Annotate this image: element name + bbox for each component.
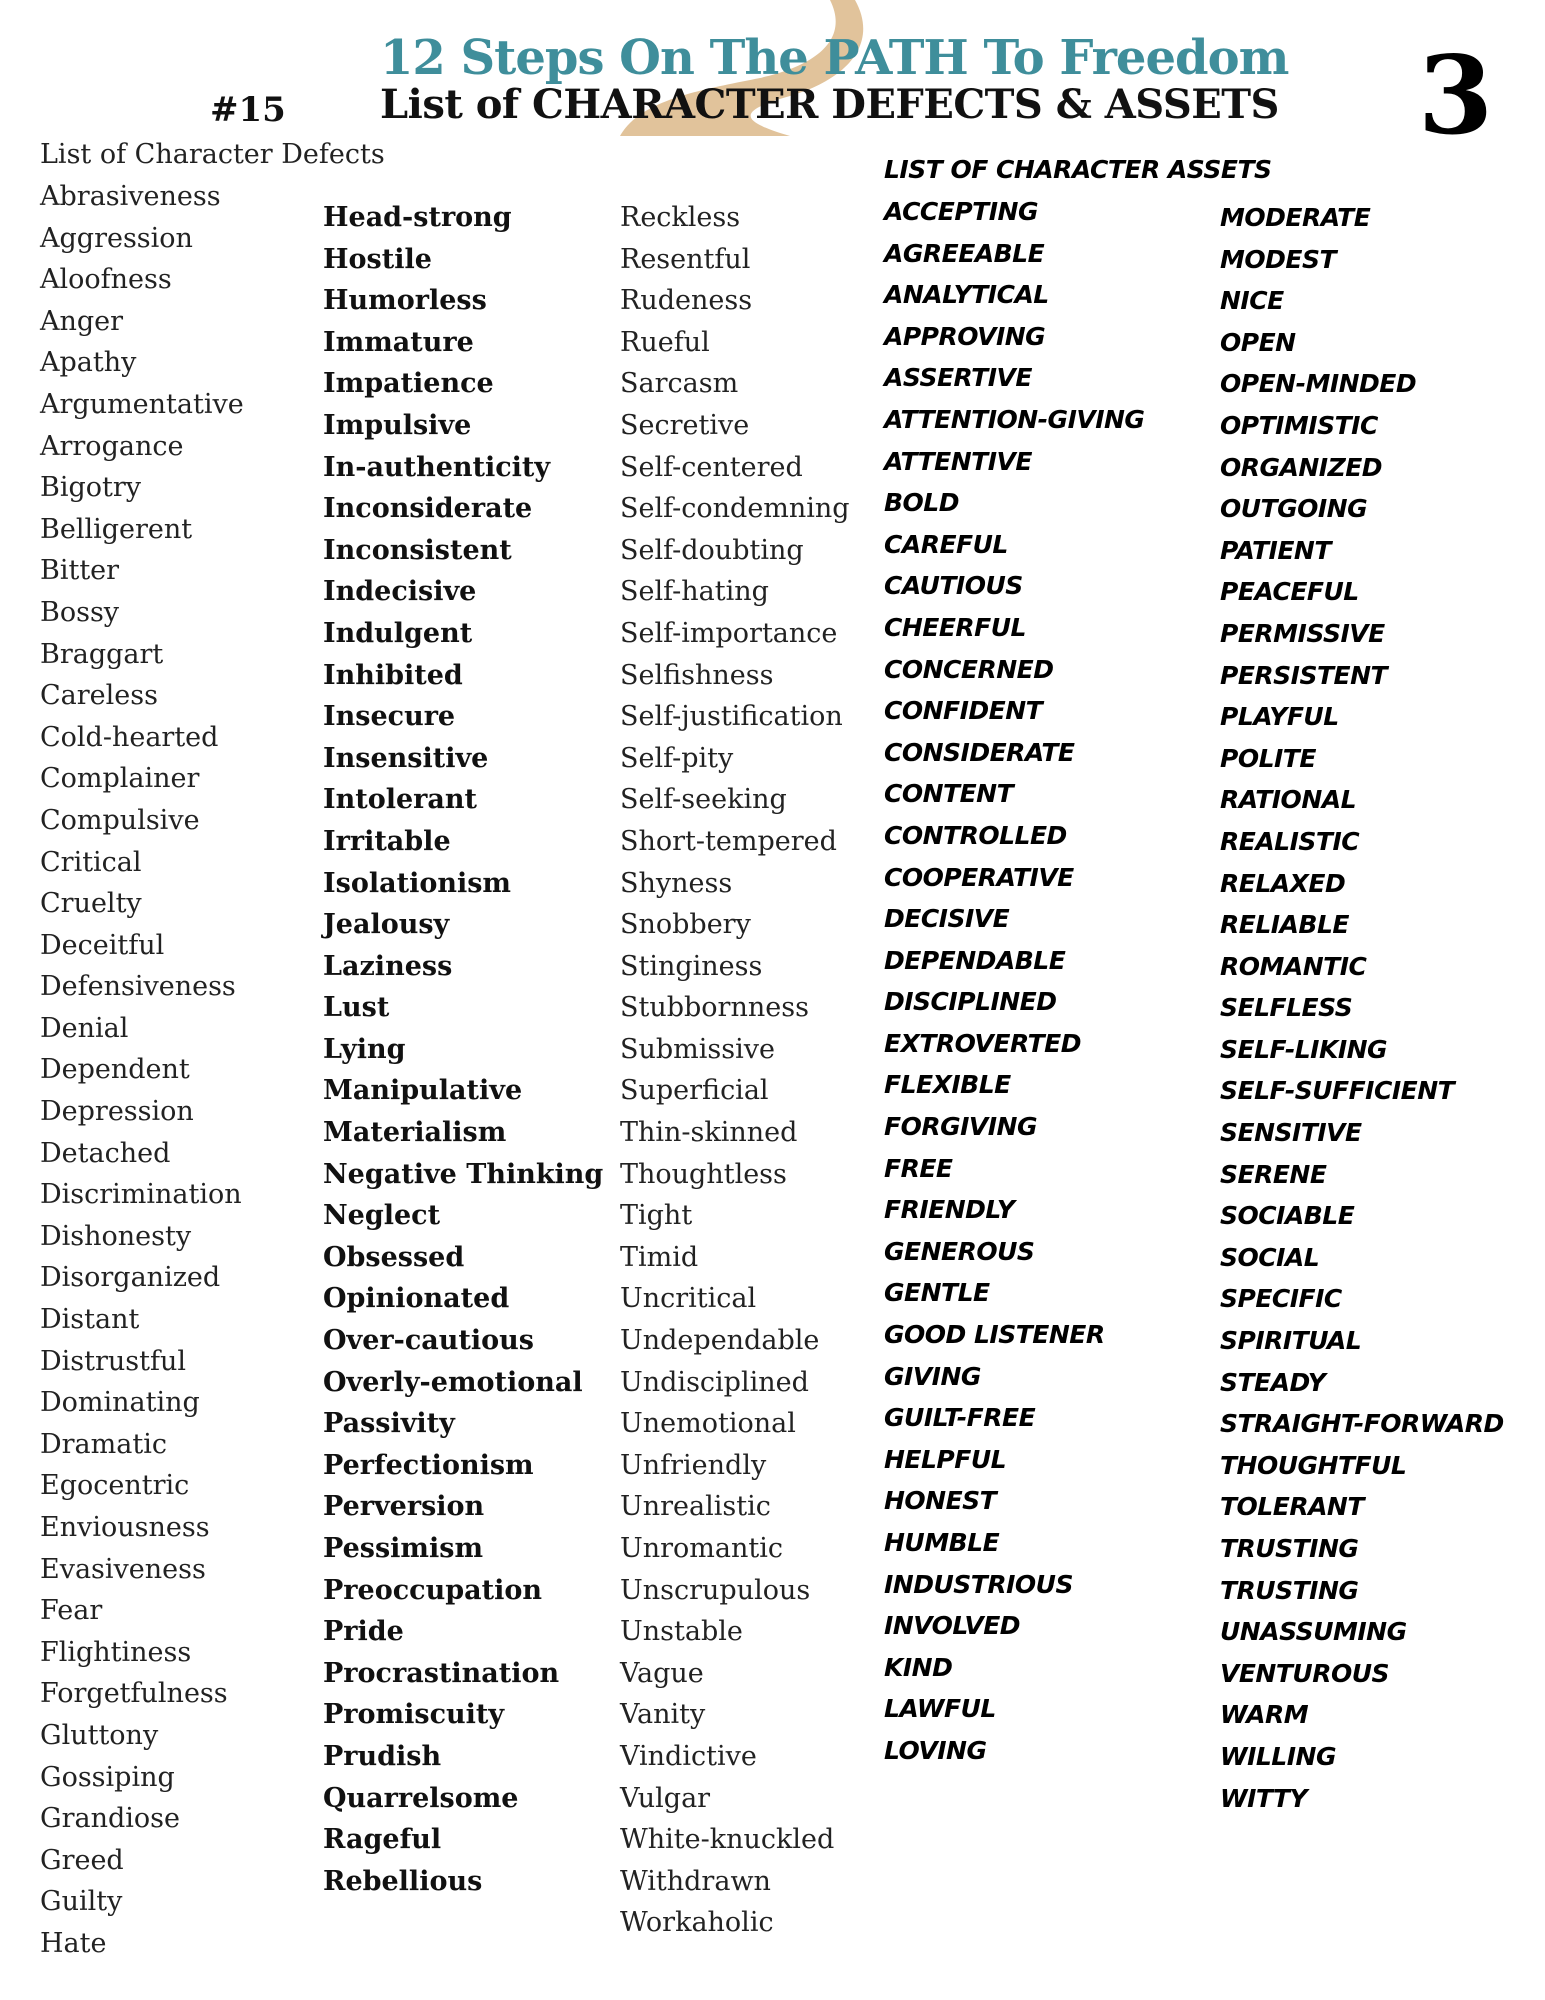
defect-item: Hostile (323, 243, 432, 275)
defect-item: Rueful (620, 326, 710, 358)
defect-item: Anger (40, 305, 124, 337)
defect-item: Pride (323, 1616, 404, 1648)
defect-item: Indecisive (323, 576, 477, 608)
defect-item: Discrimination (40, 1179, 242, 1211)
defect-item: Prudish (323, 1740, 442, 1772)
defect-item: Unrealistic (620, 1491, 771, 1523)
defect-item: Undisciplined (620, 1366, 809, 1398)
asset-item: FLEXIBLE (884, 1070, 1011, 1100)
asset-item: ANALYTICAL (884, 280, 1049, 310)
defect-item: Apathy (40, 347, 137, 379)
defect-item: Over-cautious (323, 1325, 534, 1357)
asset-item: PEACEFUL (1220, 577, 1359, 607)
asset-item: AGREEABLE (884, 238, 1045, 268)
defect-item: Opinionated (323, 1283, 510, 1315)
defect-item: Reckless (620, 202, 741, 233)
defect-item: Distant (40, 1304, 140, 1336)
defect-item: Argumentative (40, 388, 244, 420)
assets-column-2 (1220, 197, 1504, 1819)
defect-item: Self-hating (620, 576, 769, 608)
defect-item: Unstable (620, 1616, 743, 1648)
asset-item: ATTENTION-GIVING (884, 404, 1145, 434)
defect-item: Egocentric (40, 1470, 190, 1502)
defect-item: Shyness (620, 867, 733, 899)
defect-item: Self-doubting (620, 534, 804, 566)
defect-item: Self-pity (620, 742, 734, 774)
defect-item: Belligerent (40, 513, 193, 545)
defect-item: Irritable (323, 825, 451, 857)
defect-item: Superficial (620, 1075, 769, 1107)
defect-item: Insensitive (323, 742, 489, 774)
defect-item: Detached (40, 1137, 171, 1169)
asset-item: CAUTIOUS (884, 571, 1023, 601)
asset-item: BOLD (884, 488, 959, 518)
asset-item: WITTY (1220, 1783, 1308, 1813)
defect-item: Abrasiveness (40, 181, 221, 212)
asset-item: ASSERTIVE (884, 363, 1032, 393)
asset-item: RELIABLE (1220, 910, 1349, 940)
asset-item: PERSISTENT (1220, 660, 1388, 690)
defect-item: Head-strong (323, 202, 512, 233)
defect-item: Enviousness (40, 1512, 210, 1543)
defect-item: Dependent (40, 1054, 190, 1086)
step-number: 3 (1418, 33, 1494, 159)
asset-item: INVOLVED (884, 1611, 1021, 1641)
defect-item: Vague (620, 1657, 704, 1689)
asset-item: CONTROLLED (884, 820, 1067, 850)
defect-item: Compulsive (40, 804, 200, 836)
defect-item: Preoccupation (323, 1574, 542, 1606)
defect-item: Sarcasm (620, 368, 739, 400)
defect-item: Braggart (40, 638, 164, 670)
defect-item: Stinginess (620, 950, 763, 982)
assets-column-1 (884, 191, 1144, 1772)
defect-item: Tight (620, 1200, 693, 1232)
asset-item: ORGANIZED (1220, 452, 1383, 482)
asset-item: RATIONAL (1220, 785, 1357, 815)
defect-item: Self-centered (620, 451, 803, 483)
defect-item: Evasiveness (40, 1553, 206, 1585)
defect-item: Cruelty (40, 888, 142, 920)
defects-column-1 (40, 176, 244, 1965)
asset-item: HONEST (884, 1486, 997, 1516)
asset-item: CONSIDERATE (884, 737, 1075, 767)
defect-item: Dominating (40, 1387, 200, 1419)
asset-item: MODERATE (1220, 203, 1371, 232)
asset-item: LOVING (884, 1735, 987, 1765)
defect-item: Inhibited (323, 659, 463, 691)
asset-item: HELPFUL (884, 1444, 1007, 1474)
defect-item: Selfishness (620, 659, 774, 691)
asset-item: FORGIVING (884, 1112, 1037, 1142)
defect-item: Manipulative (323, 1075, 523, 1107)
defect-item: Indulgent (323, 617, 473, 649)
asset-item: OPEN-MINDED (1220, 369, 1417, 399)
defect-item: Workaholic (620, 1907, 774, 1939)
defect-item: Timid (620, 1241, 699, 1273)
defect-item: Lust (323, 992, 390, 1024)
assets-heading: LIST OF CHARACTER ASSETS (884, 155, 1272, 184)
asset-item: KIND (884, 1652, 953, 1682)
defect-item: Laziness (323, 950, 453, 982)
defect-item: Unromantic (620, 1533, 784, 1564)
asset-item: TRUSTING (1220, 1575, 1359, 1605)
defect-item: Gluttony (40, 1719, 159, 1751)
defect-item: Impulsive (323, 409, 472, 441)
asset-item: SOCIAL (1220, 1242, 1320, 1272)
asset-item: DEPENDABLE (884, 945, 1066, 975)
defect-item: Complainer (40, 763, 200, 795)
defect-item: Passivity (323, 1408, 455, 1440)
asset-item: SOCIABLE (1220, 1201, 1355, 1231)
defect-item: Self-seeking (620, 784, 787, 816)
asset-item: ACCEPTING (884, 197, 1038, 226)
page-subtitle: List of CHARACTER DEFECTS & ASSETS (380, 81, 1279, 128)
defect-item: Cold-hearted (40, 721, 219, 753)
defect-item: Inconsistent (323, 534, 512, 566)
asset-item: GENEROUS (884, 1236, 1035, 1266)
defect-item: Inconsiderate (323, 493, 533, 525)
asset-item: SELF-LIKING (1220, 1034, 1388, 1064)
defect-item: Perfectionism (323, 1449, 534, 1481)
defect-item: Overly-emotional (323, 1366, 583, 1398)
defect-item: Grandiose (40, 1803, 180, 1835)
asset-item: CAREFUL (884, 529, 1008, 559)
defect-item: Fear (40, 1595, 103, 1627)
asset-item: OPTIMISTIC (1220, 410, 1378, 440)
defect-item: Bitter (40, 555, 120, 587)
asset-item: OPEN (1220, 327, 1296, 357)
asset-item: INDUSTRIOUS (884, 1569, 1073, 1599)
asset-item: SELFLESS (1220, 993, 1353, 1023)
defect-item: Bossy (40, 596, 120, 628)
asset-item: CONFIDENT (884, 696, 1043, 726)
defect-item: Dishonesty (40, 1220, 192, 1252)
defect-item: Neglect (323, 1200, 441, 1232)
defects-column-2 (323, 197, 603, 1902)
defects-column-3 (620, 197, 850, 1944)
defect-item: Thoughtless (620, 1158, 787, 1190)
defect-item: Careless (40, 680, 158, 712)
asset-item: COOPERATIVE (884, 862, 1074, 892)
defect-item: Vulgar (620, 1782, 711, 1814)
asset-item: UNASSUMING (1220, 1617, 1407, 1647)
asset-item: HUMBLE (884, 1528, 1000, 1557)
asset-item: EXTROVERTED (884, 1028, 1081, 1058)
defect-item: Perversion (323, 1491, 485, 1523)
defect-item: Unscrupulous (620, 1574, 811, 1606)
defect-item: Self-importance (620, 617, 838, 649)
defect-item: Aloofness (40, 264, 172, 296)
defect-item: Deceitful (40, 929, 165, 961)
asset-item: PLAYFUL (1220, 702, 1339, 732)
defect-item: Materialism (323, 1117, 507, 1149)
defect-item: Self-condemning (620, 493, 850, 525)
defect-item: Obsessed (323, 1241, 465, 1273)
asset-item: SENSITIVE (1220, 1118, 1362, 1148)
asset-item: POLITE (1220, 743, 1316, 773)
defect-item: Depression (40, 1096, 194, 1128)
asset-item: CHEERFUL (884, 612, 1026, 642)
asset-item: OUTGOING (1220, 494, 1368, 524)
defect-item: Immature (323, 326, 474, 358)
asset-item: APPROVING (884, 321, 1046, 351)
defect-item: Distrustful (40, 1345, 187, 1377)
defect-item: Stubbornness (620, 992, 809, 1024)
defect-item: Vanity (620, 1699, 706, 1731)
asset-item: DISCIPLINED (884, 987, 1057, 1017)
asset-item: SERENE (1220, 1159, 1327, 1189)
defect-item: Critical (40, 846, 142, 878)
defect-item: Aggression (40, 222, 193, 254)
defect-item: Submissive (620, 1033, 775, 1065)
asset-item: TRUSTING (1220, 1534, 1359, 1563)
asset-item: ATTENTIVE (884, 446, 1032, 476)
asset-item: WARM (1220, 1700, 1309, 1730)
defect-item: Withdrawn (620, 1865, 771, 1897)
asset-item: CONCERNED (884, 654, 1054, 684)
asset-item: STEADY (1220, 1367, 1326, 1397)
asset-item: LAWFUL (884, 1694, 996, 1724)
defect-item: Vindictive (620, 1740, 757, 1772)
asset-item: MODEST (1220, 244, 1337, 274)
defect-item: Procrastination (323, 1657, 560, 1689)
defect-item: Pessimism (323, 1533, 484, 1564)
defect-item: Intolerant (323, 784, 477, 816)
defect-item: Unfriendly (620, 1449, 767, 1481)
defect-item: Humorless (323, 285, 487, 317)
defects-heading: List of Character Defects (40, 139, 385, 170)
asset-item: PATIENT (1220, 535, 1331, 565)
asset-item: FREE (884, 1153, 953, 1183)
defect-item: Snobbery (620, 909, 751, 941)
defect-item: Defensiveness (40, 971, 236, 1003)
asset-item: GUILT-FREE (884, 1403, 1036, 1433)
defect-item: Resentful (620, 243, 751, 275)
defect-item: White-knuckled (620, 1824, 835, 1856)
defect-item: Unemotional (620, 1408, 796, 1440)
defect-item: Thin-skinned (620, 1117, 798, 1149)
asset-item: ROMANTIC (1220, 951, 1367, 981)
defect-item: Self-justification (620, 701, 843, 733)
defect-item: Hate (40, 1927, 107, 1959)
defect-item: Insecure (323, 701, 456, 733)
defect-item: Gossiping (40, 1761, 175, 1793)
defect-item: In-authenticity (323, 451, 551, 483)
asset-item: GIVING (884, 1361, 981, 1391)
asset-item: SELF-SUFFICIENT (1220, 1076, 1455, 1106)
asset-item: TOLERANT (1220, 1492, 1364, 1522)
defect-item: Disorganized (40, 1262, 221, 1294)
asset-item: GOOD LISTENER (884, 1320, 1105, 1350)
number-tag: #15 (210, 90, 286, 130)
defect-item: Uncritical (620, 1283, 757, 1315)
asset-item: FRIENDLY (884, 1195, 1015, 1225)
asset-item: CONTENT (884, 779, 1014, 809)
asset-item: STRAIGHT-FORWARD (1220, 1409, 1504, 1439)
defect-item: Isolationism (323, 867, 511, 899)
defect-item: Quarrelsome (323, 1782, 519, 1814)
asset-item: VENTUROUS (1220, 1658, 1390, 1688)
asset-item: THOUGHTFUL (1220, 1450, 1407, 1480)
asset-item: GENTLE (884, 1278, 990, 1308)
defect-item: Forgetfulness (40, 1678, 228, 1710)
asset-item: NICE (1220, 286, 1284, 316)
defect-item: Rebellious (323, 1865, 483, 1897)
defect-item: Short-tempered (620, 825, 837, 857)
defect-item: Negative Thinking (323, 1158, 604, 1190)
defect-item: Jealousy (323, 909, 450, 941)
defect-item: Denial (40, 1012, 129, 1044)
defect-item: Promiscuity (323, 1699, 505, 1731)
defect-item: Flightiness (40, 1636, 192, 1668)
defect-item: Greed (40, 1844, 124, 1876)
asset-item: RELAXED (1220, 868, 1346, 898)
page-title: 12 Steps On The PATH To Freedom (380, 30, 1289, 86)
asset-item: WILLING (1220, 1741, 1336, 1771)
defect-item: Rudeness (620, 285, 753, 317)
asset-item: DECISIVE (884, 904, 1010, 934)
defect-item: Impatience (323, 368, 494, 400)
asset-item: PERMISSIVE (1220, 618, 1385, 648)
defect-item: Guilty (40, 1886, 123, 1918)
asset-item: SPIRITUAL (1220, 1326, 1362, 1356)
defect-item: Rageful (323, 1824, 442, 1856)
asset-item: SPECIFIC (1220, 1284, 1342, 1314)
defect-item: Undependable (620, 1325, 820, 1357)
defect-item: Bigotry (40, 472, 142, 504)
asset-item: REALISTIC (1220, 826, 1360, 856)
defect-item: Dramatic (40, 1428, 167, 1460)
defect-item: Arrogance (40, 430, 184, 462)
defect-item: Lying (323, 1033, 406, 1065)
defect-item: Secretive (620, 409, 750, 441)
